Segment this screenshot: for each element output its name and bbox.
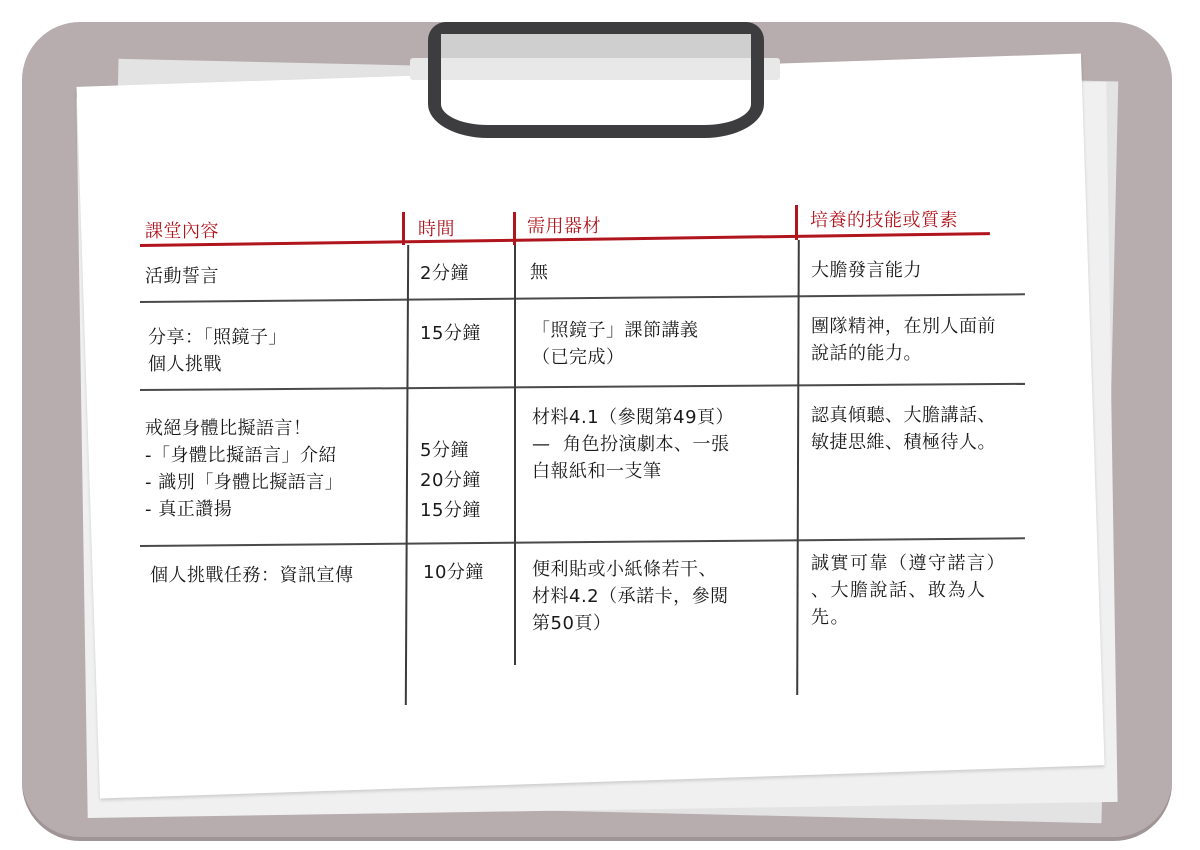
row-divider — [140, 537, 1025, 547]
row2-time: 15分鐘 — [420, 323, 481, 344]
row1-time: 2分鐘 — [420, 263, 469, 284]
row4-content: 個人挑戰任務：資訊宣傳 — [150, 565, 354, 586]
row4-materials: 便利貼或小紙條若干、 材料4.2（承諾卡，參閱 第50頁） — [532, 559, 729, 634]
header-content: 課堂內容 — [145, 221, 219, 242]
header-time: 時間 — [418, 219, 455, 240]
header-materials: 需用器材 — [527, 216, 601, 237]
row3-time: 5分鐘 20分鐘 15分鐘 — [420, 440, 481, 521]
row4-skills: 誠實可靠（遵守諾言） 、大膽說話、敢為人 先。 — [811, 553, 1006, 628]
column-divider — [513, 212, 516, 245]
column-divider — [405, 245, 409, 705]
row2-content: 分享：「照鏡子」 個人挑戰 — [148, 327, 287, 375]
column-divider — [514, 245, 516, 665]
row2-skills: 團隊精神，在別人面前 說話的能力。 — [811, 316, 996, 364]
row-divider — [140, 293, 1025, 303]
column-divider — [796, 240, 800, 695]
row-divider — [140, 383, 1025, 391]
row1-content: 活動誓言 — [145, 266, 219, 287]
row3-materials: 材料4.1（參閱第49頁） — 角色扮演劇本、一張 白報紙和一支筆 — [532, 407, 735, 482]
header-skills: 培養的技能或質素 — [810, 210, 958, 231]
row3-content: 戒絕身體比擬語言！ -「身體比擬語言」介紹 - 識別「身體比擬語言」 - 真正讚揚 — [145, 418, 344, 520]
row2-materials: 「照鏡子」課節講義 （已完成） — [532, 320, 699, 368]
row1-skills: 大膽發言能力 — [811, 260, 922, 281]
column-divider — [402, 212, 405, 245]
row4-time: 10分鐘 — [423, 562, 484, 583]
column-divider — [795, 205, 798, 240]
row1-materials: 無 — [530, 262, 549, 283]
row3-skills: 認真傾聽、大膽講話、 敏捷思維、積極待人。 — [811, 405, 996, 453]
